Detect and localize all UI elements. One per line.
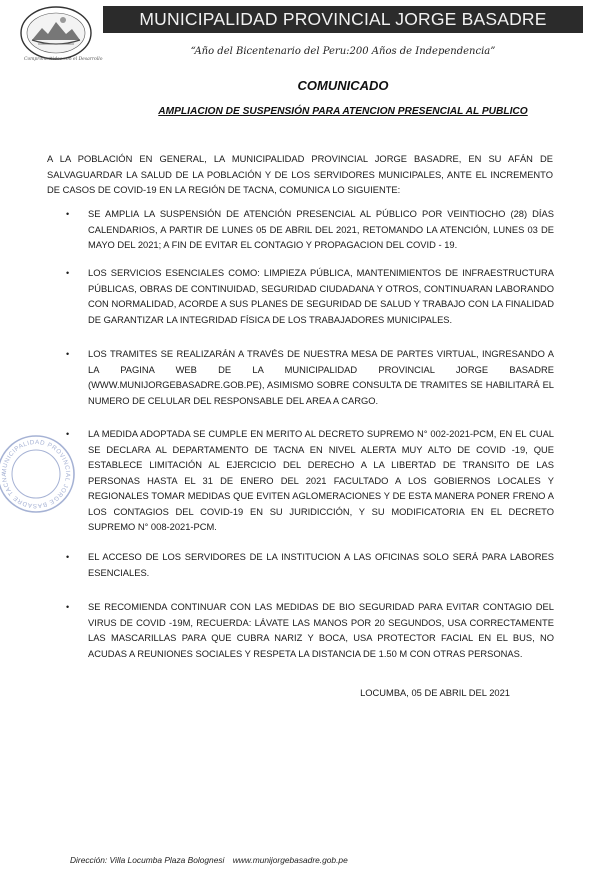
svg-text:MUNICIPALIDAD PROVINCIAL JORGE — [1, 439, 71, 509]
bullet-icon: • — [66, 268, 70, 278]
bullet-item-4: LA MEDIDA ADOPTADA SE CUMPLE EN MERITO AL DECRETO SUPREMO N° 002-2021-PCM, EN EL CUAL SE DECLARA AL DEPARTAMENTO DE TACNA EN NIVEL ALERTA MUY ALTO DE COVID -19, QUE ESTABLECE LIMITACIÓN AL EJERCICIO DEL DERECHO A LA LIBERTAD DE TRANSITO DE LAS PERSONAS HASTA EL 31 DE ENERO DEL 2021 FACULTADO A LOS GOBIERNOS LOCALES Y REGIONALES TOMAR MEDIDAS QUE EVITEN AGLOMERACIONES Y DE ESTA MANERA PONER FRENO A LOS CONTAGIOS DEL COVID-19 EN SU JURIDICCIÓN, Y SU MODIFICATORIA EN EL DECRETO SUPREMO N° 008-2021-PCM. — [88, 429, 554, 532]
bullet-item-3: LOS TRAMITES SE REALIZARÁN A TRAVÉS DE NUESTRA MESA DE PARTES VIRTUAL, INGRESANDO A LA PAGINA WEB DE LA MUNICIPALIDAD PROVINCIAL JORGE BASADRE (WWW.MUNIJORGEBASADRE.GOB.PE), ASIMISMO SOBRE CONSULTA DE TRAMITES SE HABILITARÁ EL NUMERO DE CELULAR DEL RESPONSABLE DEL AREA A CARGO. — [88, 349, 554, 406]
logo-tagline: Compromettidos con el Desarrollo — [24, 57, 103, 62]
bullet-icon: • — [66, 429, 70, 439]
bullet-item-1: SE AMPLIA LA SUSPENSIÓN DE ATENCIÓN PRESENCIAL AL PÚBLICO POR VEINTIOCHO (28) DÍAS CALENDARIOS, A PARTIR DE LUNES 05 DE ABRIL DEL 2021, RETOMANDO LA ATENCIÓN, LUNES 03 DE MAYO DEL 2021; A FIN DE EVITAR EL CONTAGIO Y PROPAGACION DEL COVID - 19. — [88, 209, 554, 250]
municipality-banner: MUNICIPALIDAD PROVINCIAL JORGE BASADRE — [103, 6, 583, 33]
stamp-text: MUNICIPALIDAD PROVINCIAL JORGE BASADRE TACNA — [0, 438, 72, 510]
footer-address: Dirección: Villa Locumba Plaza Bolognesi — [70, 855, 225, 865]
bullet-item-2: LOS SERVICIOS ESENCIALES COMO: LIMPIEZA PÚBLICA, MANTENIMIENTOS DE INFRAESTRUCTURA PÚBLICAS, OBRAS DE CONTINUIDAD, SEGURIDAD CIUDADANA Y OTROS, CONTINUARAN LABORANDO CON NORMALIDAD, ACORDE A SUS PLANES DE SEGURIDAD DE SALUD Y TRABAJO CON LA FINALIDAD DE GARANTIZAR LA INTEGRIDAD FÍSICA DE LOS TRABAJADORES MUNICIPALES. — [88, 268, 554, 325]
document-subtitle: AMPLIACION DE SUSPENSIÓN PARA ATENCION PRESENCIAL AL PUBLICO — [158, 106, 528, 117]
bullet-icon: • — [66, 349, 70, 359]
bullet-icon: • — [66, 602, 70, 612]
footer-website: www.munijorgebasadre.gob.pe — [232, 855, 348, 865]
bullet-icon: • — [66, 209, 70, 219]
official-stamp-icon — [0, 432, 78, 516]
year-motto: “Año del Bicentenario del Peru:200 Años de Independencia” — [190, 46, 496, 57]
document-title: COMUNICADO — [297, 78, 389, 93]
document-footer — [70, 855, 570, 865]
bullet-item-6: SE RECOMIENDA CONTINUAR CON LAS MEDIDAS DE BIO SEGURIDAD PARA EVITAR CONTAGIO DEL VIRUS DE COVID -19M, RECUERDA: LÁVATE LAS MANOS POR 20 SEGUNDOS, USA CORRECTAMENTE LAS MASCARILLAS PARA QUE CUBRA NARIZ Y BOCA, USA PROTECTOR FACIAL EN EL BUS, NO ACUDAS A REUNIONES SOCIALES Y RESPETA LA DISTANCIA DE 1.50 M CON OTRAS PERSONAS. — [88, 602, 554, 659]
document-date: LOCUMBA, 05 DE ABRIL DEL 2021 — [360, 688, 510, 698]
intro-paragraph: A LA POBLACIÓN EN GENERAL, LA MUNICIPALIDAD PROVINCIAL JORGE BASADRE, EN SU AFÁN DE SALVAGUARDAR LA SALUD DE LA POBLACIÓN Y DE LOS SERVIDORES MUNICIPALES, ANTE EL INCREMENTO DE CASOS DE COVID-19 EN LA REGIÓN DE TACNA, COMUNICA LO SIGUIENTE: — [47, 154, 553, 195]
municipality-logo-icon — [18, 4, 103, 62]
bullet-item-5: EL ACCESO DE LOS SERVIDORES DE LA INSTITUCION A LAS OFICINAS SOLO SERÁ PARA LABORES ESENCIALES. — [88, 552, 554, 578]
bullet-icon: • — [66, 552, 70, 562]
